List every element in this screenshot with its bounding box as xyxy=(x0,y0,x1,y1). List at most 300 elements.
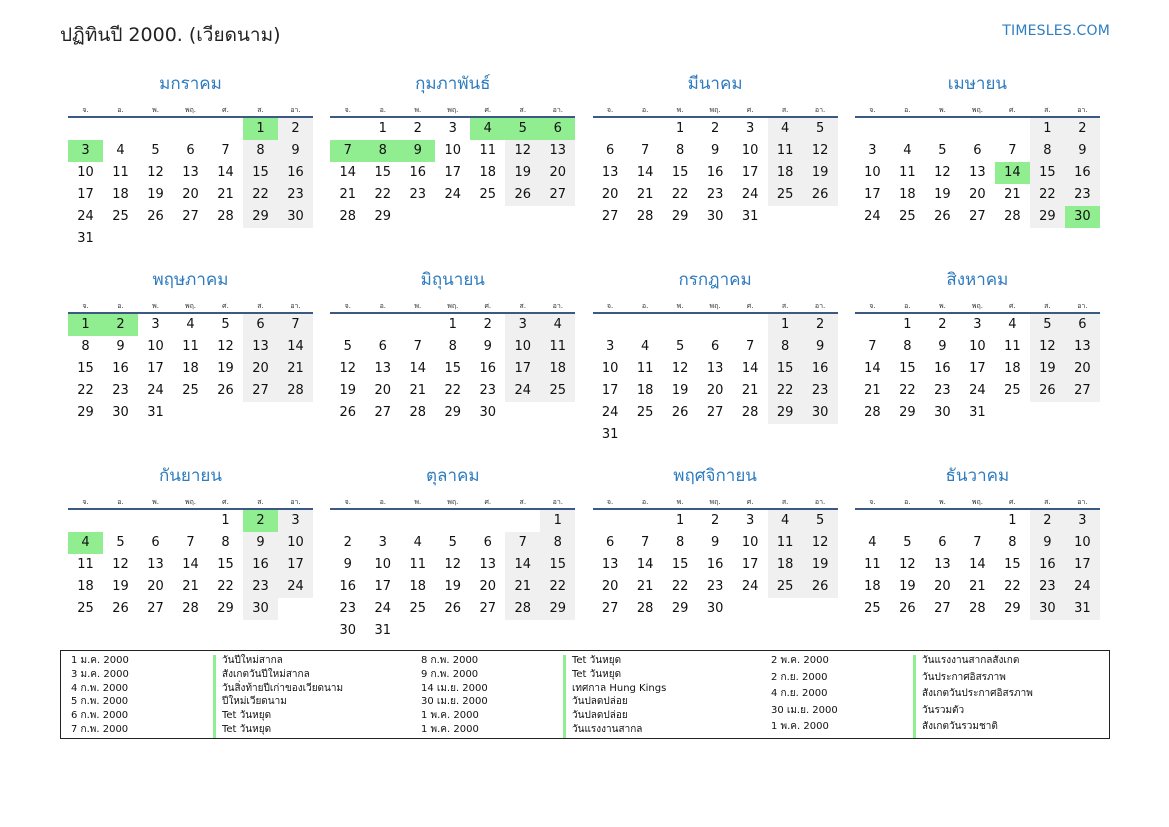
day-cell: 29 xyxy=(374,209,392,224)
holiday-date: 1 พ.ค. 2000 xyxy=(421,710,479,722)
holiday-name: วันแรงงานสากลสังเกต xyxy=(913,655,1121,672)
empty-cell xyxy=(208,118,243,140)
month-calendar xyxy=(330,268,575,464)
day-cell: 14 xyxy=(505,554,540,576)
day-cell: 16 xyxy=(278,162,313,184)
day-cell: 12 xyxy=(803,140,838,162)
day-cell: 5 xyxy=(903,535,912,550)
day-cell: 9 xyxy=(400,140,435,162)
day-cell: 1 xyxy=(675,121,685,136)
weekday-header xyxy=(330,98,575,118)
day-cell: 8 xyxy=(1008,535,1017,550)
weekday-label: ส. xyxy=(781,498,789,506)
weekday-label: พฤ. xyxy=(447,498,459,506)
day-cell: 31 xyxy=(741,209,759,224)
day-cell: 4 xyxy=(186,317,195,332)
days-grid xyxy=(68,314,313,424)
month-calendar xyxy=(68,464,313,660)
day-cell: 5 xyxy=(803,510,838,532)
day-cell: 16 xyxy=(706,165,724,180)
weekday-header xyxy=(68,490,313,510)
weekday-header xyxy=(68,98,313,118)
month-name: เมษายน xyxy=(947,74,1008,94)
day-cell: 17 xyxy=(374,579,392,594)
day-cell: 7 xyxy=(640,143,650,158)
day-cell: 4 xyxy=(868,535,877,550)
empty-cell xyxy=(698,424,733,446)
day-cell: 26 xyxy=(505,184,540,206)
holiday-name: Tet วันหยุด xyxy=(213,710,421,724)
days-grid xyxy=(330,510,575,642)
empty-cell xyxy=(733,598,768,620)
day-cell: 23 xyxy=(1065,184,1100,206)
weekday-label: ส. xyxy=(1044,498,1051,506)
day-cell: 28 xyxy=(217,209,234,224)
weekday-label: อา. xyxy=(290,498,301,506)
day-cell: 31 xyxy=(147,405,164,420)
day-cell: 22 xyxy=(768,380,803,402)
weekday-label: พ. xyxy=(152,498,159,506)
day-cell: 20 xyxy=(934,579,951,594)
day-cell: 3 xyxy=(378,535,387,550)
day-cell: 9 xyxy=(710,143,720,158)
month-calendar xyxy=(330,464,575,660)
day-cell: 12 xyxy=(339,361,357,376)
day-cell: 24 xyxy=(77,209,94,224)
day-cell: 2 xyxy=(803,314,838,336)
day-cell: 17 xyxy=(969,361,986,376)
empty-cell xyxy=(138,118,173,140)
holiday-date: 4 ก.ย. 2000 xyxy=(771,688,828,700)
day-cell: 13 xyxy=(601,165,619,180)
day-cell: 24 xyxy=(505,380,540,402)
day-cell: 4 xyxy=(768,510,803,532)
weekday-label: ส. xyxy=(519,498,527,506)
empty-cell xyxy=(540,620,575,642)
empty-cell xyxy=(505,402,540,424)
day-cell: 27 xyxy=(706,405,724,420)
day-cell: 22 xyxy=(671,187,689,202)
day-cell: 13 xyxy=(706,361,724,376)
day-cell: 12 xyxy=(803,532,838,554)
day-cell: 10 xyxy=(505,336,540,358)
day-cell: 9 xyxy=(483,339,492,354)
day-cell: 13 xyxy=(969,165,986,180)
day-cell: 29 xyxy=(540,598,575,620)
day-cell: 16 xyxy=(934,361,951,376)
empty-cell xyxy=(173,228,208,250)
day-cell: 15 xyxy=(671,557,689,572)
day-cell: 25 xyxy=(768,184,803,206)
day-cell: 17 xyxy=(1065,554,1100,576)
month-calendar xyxy=(593,268,838,464)
day-cell: 18 xyxy=(864,579,881,594)
empty-cell xyxy=(400,620,435,642)
weekday-label: ศ. xyxy=(746,302,754,310)
day-cell: 14 xyxy=(182,557,199,572)
weekday-label: จ. xyxy=(82,302,89,310)
empty-cell xyxy=(435,206,470,228)
holiday-column xyxy=(771,655,1121,738)
holiday-name: Tet วันหยุด xyxy=(213,724,421,738)
weekday-header xyxy=(330,294,575,314)
day-cell: 14 xyxy=(636,557,654,572)
day-cell: 29 xyxy=(444,405,462,420)
day-cell: 20 xyxy=(374,383,392,398)
day-cell: 3 xyxy=(1065,510,1100,532)
weekday-label: ศ. xyxy=(1009,498,1016,506)
month-name: พฤษภาคม xyxy=(152,270,229,290)
day-cell: 1 xyxy=(540,510,575,532)
weekday-label: ศ. xyxy=(484,302,492,310)
day-cell: 12 xyxy=(444,557,462,572)
days-grid xyxy=(855,510,1100,620)
day-cell: 31 xyxy=(1065,598,1100,620)
day-cell: 8 xyxy=(243,140,278,162)
day-cell: 10 xyxy=(1065,532,1100,554)
weekday-label: ศ. xyxy=(746,106,754,114)
day-cell: 21 xyxy=(505,576,540,598)
day-cell: 24 xyxy=(864,209,881,224)
day-cell: 20 xyxy=(479,579,497,594)
day-cell: 15 xyxy=(243,162,278,184)
day-cell: 16 xyxy=(1030,554,1065,576)
day-cell: 28 xyxy=(864,405,881,420)
weekday-label: อ. xyxy=(379,106,387,114)
empty-cell xyxy=(208,402,243,424)
day-cell: 28 xyxy=(505,598,540,620)
day-cell: 13 xyxy=(601,557,619,572)
day-cell: 2 xyxy=(1030,510,1065,532)
weekday-label: พฤ. xyxy=(184,302,197,310)
weekday-label: ศ. xyxy=(484,106,492,114)
weekday-label: ส. xyxy=(257,302,264,310)
day-cell: 16 xyxy=(243,554,278,576)
weekday-label: อา. xyxy=(814,106,826,114)
day-cell: 13 xyxy=(479,557,497,572)
weekday-label: พ. xyxy=(676,498,684,506)
day-cell: 24 xyxy=(601,405,619,420)
day-cell: 27 xyxy=(147,601,164,616)
day-cell: 28 xyxy=(182,601,199,616)
empty-cell xyxy=(103,510,138,532)
weekday-label: พ. xyxy=(152,302,159,310)
weekday-label: อา. xyxy=(1077,498,1088,506)
month-name: มีนาคม xyxy=(687,74,743,94)
day-cell: 7 xyxy=(186,535,195,550)
day-cell: 16 xyxy=(706,557,724,572)
day-cell: 2 xyxy=(710,121,720,136)
empty-cell xyxy=(365,314,400,336)
day-cell: 3 xyxy=(448,121,457,136)
day-cell: 24 xyxy=(147,383,164,398)
day-cell: 12 xyxy=(147,165,164,180)
day-cell: 7 xyxy=(868,339,877,354)
day-cell: 6 xyxy=(1065,314,1100,336)
weekday-label: จ. xyxy=(344,106,351,114)
day-cell: 22 xyxy=(77,383,94,398)
day-cell: 9 xyxy=(1030,532,1065,554)
day-cell: 17 xyxy=(77,187,94,202)
weekday-header xyxy=(68,294,313,314)
day-cell: 12 xyxy=(217,339,234,354)
day-cell: 3 xyxy=(868,143,877,158)
day-cell: 19 xyxy=(147,187,164,202)
weekday-label: ศ. xyxy=(484,498,492,506)
day-cell: 21 xyxy=(636,579,654,594)
month-name: ตุลาคม xyxy=(426,466,480,486)
day-cell: 21 xyxy=(182,579,199,594)
day-cell: 2 xyxy=(938,317,947,332)
brand-link[interactable]: TIMESLES.COM xyxy=(1002,23,1110,39)
day-cell: 12 xyxy=(899,557,916,572)
empty-cell xyxy=(103,228,138,250)
day-cell: 23 xyxy=(934,383,951,398)
holiday-name: สังเกตวันปีใหม่สากล xyxy=(213,669,421,683)
day-cell: 14 xyxy=(969,557,986,572)
months-grid xyxy=(68,72,1102,660)
day-cell: 6 xyxy=(540,118,575,140)
empty-cell xyxy=(278,228,313,250)
month-name: มกราคม xyxy=(159,74,222,94)
empty-cell xyxy=(803,598,838,620)
day-cell: 27 xyxy=(182,209,199,224)
day-cell: 9 xyxy=(278,140,313,162)
empty-cell xyxy=(1065,402,1100,424)
day-cell: 11 xyxy=(540,336,575,358)
day-cell: 19 xyxy=(803,554,838,576)
holiday-name: วันปลดปล่อย xyxy=(563,710,771,724)
day-cell: 8 xyxy=(675,535,685,550)
weekday-label: จ. xyxy=(869,106,876,114)
day-cell: 2 xyxy=(343,535,352,550)
holiday-date: 14 เม.ย. 2000 xyxy=(421,682,488,694)
day-cell: 26 xyxy=(803,576,838,598)
day-cell: 6 xyxy=(483,535,492,550)
day-cell: 10 xyxy=(969,339,986,354)
day-cell: 10 xyxy=(278,532,313,554)
empty-cell xyxy=(68,118,103,140)
day-cell: 10 xyxy=(741,535,759,550)
holiday-date: 30 เม.ย. 2000 xyxy=(421,696,488,708)
day-cell: 2 xyxy=(1065,118,1100,140)
empty-cell xyxy=(663,424,698,446)
day-cell: 13 xyxy=(540,140,575,162)
day-cell: 18 xyxy=(899,187,916,202)
weekday-label: พฤ. xyxy=(971,302,983,310)
weekday-label: ส. xyxy=(519,106,527,114)
day-cell: 21 xyxy=(636,187,654,202)
weekday-label: อา. xyxy=(1077,302,1088,310)
weekday-label: ศ. xyxy=(1009,106,1016,114)
day-cell: 30 xyxy=(479,405,497,420)
day-cell: 18 xyxy=(112,187,129,202)
day-cell: 26 xyxy=(934,209,951,224)
day-cell: 30 xyxy=(243,598,278,620)
day-cell: 14 xyxy=(636,165,654,180)
day-cell: 14 xyxy=(864,361,881,376)
day-cell: 18 xyxy=(409,579,427,594)
day-cell: 11 xyxy=(112,165,129,180)
day-cell: 8 xyxy=(81,339,90,354)
day-cell: 1 xyxy=(675,513,685,528)
day-cell: 22 xyxy=(217,579,234,594)
empty-cell xyxy=(138,228,173,250)
day-cell: 30 xyxy=(934,405,951,420)
day-cell: 1 xyxy=(221,513,230,528)
empty-cell xyxy=(855,118,890,140)
weekday-label: ศ. xyxy=(1009,302,1016,310)
weekday-label: อ. xyxy=(641,498,649,506)
day-cell: 26 xyxy=(671,405,689,420)
empty-cell xyxy=(68,510,103,532)
day-cell: 8 xyxy=(1030,140,1065,162)
holiday-date: 8 ก.พ. 2000 xyxy=(421,655,479,666)
day-cell: 1 xyxy=(68,314,103,336)
day-cell: 27 xyxy=(243,380,278,402)
day-cell: 4 xyxy=(768,118,803,140)
empty-cell xyxy=(960,118,995,140)
day-cell: 2 xyxy=(483,317,492,332)
month-name: สิงหาคม xyxy=(946,270,1009,290)
empty-cell xyxy=(470,620,505,642)
day-cell: 30 xyxy=(706,601,724,616)
day-cell: 30 xyxy=(339,623,357,638)
empty-cell xyxy=(330,314,365,336)
month-calendar xyxy=(855,268,1100,464)
day-cell: 23 xyxy=(243,576,278,598)
empty-cell xyxy=(890,510,925,532)
day-cell: 18 xyxy=(636,383,654,398)
holiday-name: วันปีใหม่สากล xyxy=(213,655,421,669)
day-cell: 24 xyxy=(278,576,313,598)
day-cell: 3 xyxy=(151,317,160,332)
day-cell: 1 xyxy=(903,317,912,332)
day-cell: 23 xyxy=(1030,576,1065,598)
month-calendar xyxy=(330,72,575,268)
day-cell: 15 xyxy=(540,554,575,576)
day-cell: 6 xyxy=(243,314,278,336)
empty-cell xyxy=(960,510,995,532)
day-cell: 11 xyxy=(182,339,199,354)
day-cell: 17 xyxy=(741,557,759,572)
weekday-label: ส. xyxy=(781,106,789,114)
weekday-label: พ. xyxy=(152,106,159,114)
day-cell: 18 xyxy=(768,554,803,576)
day-cell: 27 xyxy=(479,601,497,616)
day-cell: 13 xyxy=(182,165,199,180)
holiday-date: 2 พ.ค. 2000 xyxy=(771,655,829,666)
empty-cell xyxy=(768,598,803,620)
day-cell: 10 xyxy=(741,143,759,158)
day-cell: 2 xyxy=(413,121,422,136)
day-cell: 30 xyxy=(1030,598,1065,620)
weekday-label: จ. xyxy=(869,498,876,506)
weekday-label: ส. xyxy=(257,106,264,114)
empty-cell xyxy=(470,206,505,228)
day-cell: 4 xyxy=(1008,317,1017,332)
day-cell: 5 xyxy=(675,339,685,354)
day-cell: 27 xyxy=(934,601,951,616)
day-cell: 14 xyxy=(409,361,427,376)
day-cell: 4 xyxy=(640,339,650,354)
day-cell: 2 xyxy=(710,513,720,528)
weekday-label: ศ. xyxy=(222,302,229,310)
day-cell: 8 xyxy=(540,532,575,554)
month-name: ธันวาคม xyxy=(945,466,1010,486)
day-cell: 8 xyxy=(768,336,803,358)
weekday-label: ศ. xyxy=(746,498,754,506)
day-cell: 18 xyxy=(182,361,199,376)
empty-cell xyxy=(663,314,698,336)
day-cell: 17 xyxy=(741,165,759,180)
empty-cell xyxy=(208,228,243,250)
day-cell: 6 xyxy=(710,339,720,354)
day-cell: 25 xyxy=(636,405,654,420)
day-cell: 7 xyxy=(745,339,755,354)
holiday-date: 5 ก.พ. 2000 xyxy=(71,696,129,708)
weekday-label: ส. xyxy=(781,302,789,310)
day-cell: 5 xyxy=(803,118,838,140)
day-cell: 19 xyxy=(444,579,462,594)
empty-cell xyxy=(103,118,138,140)
weekday-label: พฤ. xyxy=(184,498,197,506)
empty-cell xyxy=(138,510,173,532)
day-cell: 29 xyxy=(1030,206,1065,228)
day-cell: 18 xyxy=(540,358,575,380)
day-cell: 11 xyxy=(899,165,916,180)
day-cell: 20 xyxy=(706,383,724,398)
days-grid xyxy=(593,118,838,228)
day-cell: 3 xyxy=(68,140,103,162)
weekday-label: พ. xyxy=(414,106,422,114)
days-grid xyxy=(68,510,313,620)
empty-cell xyxy=(768,206,803,228)
empty-cell xyxy=(243,402,278,424)
day-cell: 7 xyxy=(973,535,982,550)
weekday-label: อา. xyxy=(290,106,301,114)
month-calendar xyxy=(593,464,838,660)
day-cell: 19 xyxy=(217,361,234,376)
day-cell: 5 xyxy=(505,118,540,140)
empty-cell xyxy=(330,118,365,140)
day-cell: 15 xyxy=(217,557,234,572)
weekday-header xyxy=(593,98,838,118)
empty-cell xyxy=(803,206,838,228)
weekday-label: อ. xyxy=(117,106,124,114)
day-cell: 25 xyxy=(540,380,575,402)
day-cell: 22 xyxy=(444,383,462,398)
holiday-column xyxy=(71,655,421,738)
empty-cell xyxy=(890,118,925,140)
weekday-label: ส. xyxy=(519,302,527,310)
month-calendar xyxy=(593,72,838,268)
day-cell: 7 xyxy=(330,140,365,162)
holiday-date: 4 ก.พ. 2000 xyxy=(71,682,129,694)
day-cell: 14 xyxy=(278,336,313,358)
weekday-label: พฤ. xyxy=(184,106,197,114)
day-cell: 9 xyxy=(938,339,947,354)
day-cell: 3 xyxy=(745,121,755,136)
weekday-label: ศ. xyxy=(222,498,229,506)
empty-cell xyxy=(400,314,435,336)
day-cell: 5 xyxy=(221,317,230,332)
day-cell: 9 xyxy=(243,532,278,554)
holiday-name: สังเกตวันประกาศอิสรภาพ xyxy=(913,688,1121,705)
day-cell: 17 xyxy=(444,165,462,180)
days-grid xyxy=(68,118,313,250)
day-cell: 18 xyxy=(1004,361,1021,376)
